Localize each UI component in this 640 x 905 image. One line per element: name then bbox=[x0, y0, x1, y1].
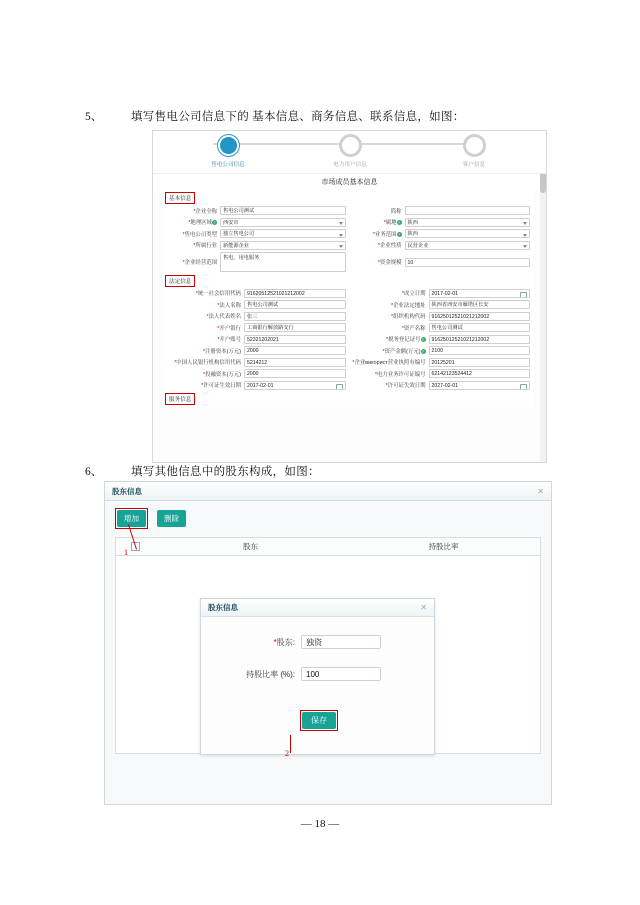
field-select[interactable]: 西安市 bbox=[220, 218, 346, 227]
field-label: *开户银行 bbox=[217, 325, 241, 332]
paragraph-6 bbox=[85, 463, 320, 479]
form-title: 市场成员基本信息 bbox=[153, 174, 546, 192]
field-input[interactable]: 售电公司测试 bbox=[244, 300, 346, 309]
annotation-1-label: 1 bbox=[124, 548, 128, 557]
step-label: 电力用户信息 bbox=[333, 162, 367, 168]
step-dot-icon bbox=[464, 135, 485, 156]
field-license-end[interactable] bbox=[350, 381, 535, 390]
form-row bbox=[165, 381, 534, 390]
field-select[interactable]: 新能源企业 bbox=[220, 241, 346, 250]
field-locality[interactable] bbox=[350, 218, 535, 227]
field-label: 持股比率 (%): bbox=[246, 669, 295, 679]
field-label: *售电公司类型 bbox=[182, 231, 217, 238]
field-pboc-code[interactable] bbox=[165, 358, 350, 367]
modal-title: 股东信息 bbox=[208, 603, 238, 612]
form-row bbox=[165, 206, 534, 215]
form-row bbox=[165, 300, 534, 309]
step-indicator bbox=[153, 131, 546, 174]
field-label: *电力业务许可证编号 bbox=[374, 371, 426, 378]
form-row bbox=[165, 346, 534, 355]
field-business-scope[interactable] bbox=[350, 229, 535, 238]
field-bank-account[interactable] bbox=[165, 335, 350, 344]
field-input[interactable]: 陕西省西安市雁塔区长安 bbox=[429, 300, 531, 309]
field-label: *许可证失效日期 bbox=[385, 383, 426, 389]
field-license-start[interactable] bbox=[165, 381, 350, 390]
field-asset-name[interactable] bbox=[350, 323, 535, 332]
step-dot-icon bbox=[340, 135, 361, 156]
column-shareholder: 股东 bbox=[243, 542, 258, 551]
step-seller-info[interactable] bbox=[183, 135, 273, 168]
help-icon: ? bbox=[397, 231, 401, 237]
field-label: *业务范围? bbox=[372, 231, 401, 238]
form-body bbox=[165, 192, 534, 407]
field-label: *企业法定地址 bbox=[391, 302, 426, 309]
help-icon: ? bbox=[213, 220, 216, 226]
field-label: *地理区域? bbox=[188, 220, 216, 226]
form-screenshot bbox=[152, 130, 547, 463]
field-input[interactable]: 2100 bbox=[429, 346, 531, 355]
add-button[interactable]: 增加 bbox=[117, 510, 146, 527]
close-icon[interactable]: ✕ bbox=[420, 603, 427, 612]
field-label: *企业经营范围 bbox=[182, 260, 217, 266]
field-select[interactable]: 独立售电公司 bbox=[220, 229, 346, 238]
paragraph-5 bbox=[85, 108, 465, 124]
modal-field-shareholder bbox=[201, 635, 434, 649]
save-button-highlight bbox=[300, 710, 338, 731]
field-select[interactable]: 陕西 bbox=[405, 218, 531, 227]
field-credit-code[interactable] bbox=[165, 289, 350, 298]
field-label: *注册资本(万元) bbox=[202, 348, 241, 355]
form-scrollbar[interactable] bbox=[540, 131, 546, 462]
field-date[interactable]: 2017-02-01 bbox=[244, 381, 346, 390]
step-label: 客户信息 bbox=[462, 162, 486, 168]
shareholder-edit-modal bbox=[200, 598, 435, 755]
form-row bbox=[165, 335, 534, 344]
field-short-name[interactable] bbox=[350, 206, 535, 215]
table-header-row bbox=[116, 538, 540, 556]
help-icon: ? bbox=[397, 220, 401, 226]
field-label: *中国人民银行机构信用代码 bbox=[174, 360, 241, 366]
field-capital-scale[interactable] bbox=[350, 252, 535, 272]
step-customer-info[interactable] bbox=[429, 135, 519, 168]
field-label: *股东: bbox=[273, 637, 295, 647]
form-row bbox=[165, 289, 534, 298]
field-label: *属地? bbox=[383, 220, 401, 226]
close-icon[interactable]: ✕ bbox=[537, 486, 544, 496]
field-input[interactable]: 91620512521021212002 bbox=[244, 289, 346, 298]
field-input[interactable] bbox=[405, 206, 531, 215]
field-paid-capital[interactable] bbox=[165, 369, 350, 378]
form-row bbox=[165, 229, 534, 238]
section-tag-legal: 法定信息 bbox=[165, 275, 195, 287]
help-icon: ? bbox=[421, 337, 425, 343]
field-company-type[interactable] bbox=[165, 229, 350, 238]
field-label: *企业використ营业执照有编号 bbox=[352, 360, 426, 366]
field-input[interactable]: 91625012521021212002 bbox=[429, 312, 531, 321]
paragraph-6-number: 6、 bbox=[85, 466, 103, 478]
field-label: *开户账号 bbox=[217, 337, 241, 343]
field-registered-capital[interactable] bbox=[165, 346, 350, 355]
field-date[interactable]: 2017-02-01 bbox=[429, 289, 531, 298]
field-legal-address[interactable] bbox=[350, 300, 535, 309]
paragraph-5-number: 5、 bbox=[85, 111, 103, 123]
field-tax-registration[interactable] bbox=[350, 335, 535, 344]
field-label: *企业性质 bbox=[377, 243, 402, 249]
field-input[interactable]: 张三 bbox=[244, 312, 346, 321]
column-share-ratio: 持股比率 bbox=[428, 542, 459, 551]
save-button[interactable]: 保存 bbox=[302, 712, 336, 729]
field-input[interactable]: 10 bbox=[405, 258, 531, 267]
form-row bbox=[165, 369, 534, 378]
modal-header bbox=[201, 599, 434, 617]
field-input[interactable]: 售电公司测试 bbox=[220, 206, 346, 215]
field-input[interactable]: 52321202021 bbox=[244, 335, 346, 344]
help-icon: ? bbox=[421, 348, 425, 354]
delete-button[interactable]: 删除 bbox=[157, 510, 186, 527]
paragraph-6-text: 填写其他信息中的股东构成，如图： bbox=[131, 466, 320, 478]
field-input[interactable]: 2000 bbox=[244, 346, 346, 355]
form-row bbox=[165, 252, 534, 272]
field-label: *税务登记证号? bbox=[386, 337, 425, 343]
field-input[interactable]: 工商银行解放路支行 bbox=[244, 323, 346, 332]
ratio-input[interactable]: 100 bbox=[301, 667, 381, 681]
field-label: *企业全称 bbox=[193, 208, 217, 215]
field-select[interactable]: 民营企业 bbox=[405, 241, 531, 250]
field-textarea[interactable]: 售电、用电服务 bbox=[220, 252, 346, 272]
field-date[interactable]: 2027-02-01 bbox=[429, 381, 531, 390]
field-input[interactable]: 2000 bbox=[244, 369, 346, 378]
field-label: *统一社会信用代码 bbox=[195, 291, 241, 297]
field-industry[interactable] bbox=[165, 241, 350, 250]
field-input[interactable]: 售电公司测试 bbox=[429, 323, 531, 332]
field-region[interactable] bbox=[165, 218, 350, 227]
field-label: *资金规模 bbox=[377, 260, 402, 266]
dialog-title: 股东信息 bbox=[112, 486, 142, 496]
step-user-info[interactable] bbox=[305, 135, 395, 168]
page-footer: — 18 — bbox=[300, 818, 340, 830]
field-label: 简称 bbox=[390, 208, 402, 215]
field-label: *组织机构代码 bbox=[391, 314, 426, 320]
field-label: *投融资本(万元) bbox=[202, 371, 241, 378]
field-input[interactable]: 62142123524412 bbox=[429, 369, 531, 378]
field-company-name[interactable] bbox=[165, 206, 350, 215]
dialog-header bbox=[105, 482, 551, 501]
dialog-toolbar bbox=[105, 501, 551, 533]
field-label: *资产名称 bbox=[401, 325, 426, 332]
annotation-2-line bbox=[290, 735, 291, 753]
modal-field-ratio bbox=[201, 667, 434, 681]
annotation-2-label: 2 bbox=[285, 749, 289, 758]
form-row bbox=[165, 323, 534, 332]
field-label: *法人代表姓名 bbox=[206, 314, 241, 320]
add-button-highlight bbox=[115, 508, 148, 529]
field-label: *成立日期 bbox=[401, 291, 426, 297]
shareholder-input[interactable]: 独资 bbox=[301, 635, 381, 649]
field-legal-person[interactable] bbox=[165, 312, 350, 321]
step-dot-icon bbox=[218, 135, 239, 156]
paragraph-5-text: 填写售电公司信息下的 基本信息、商务信息、联系信息，如图： bbox=[131, 111, 465, 123]
field-establish-date[interactable] bbox=[350, 289, 535, 298]
form-row bbox=[165, 312, 534, 321]
field-label: *法人名称 bbox=[217, 302, 241, 309]
field-label: *许可证生效日期 bbox=[201, 383, 241, 389]
field-legal-name[interactable] bbox=[165, 300, 350, 309]
field-label: *资产金额(万元)? bbox=[382, 348, 425, 355]
form-row bbox=[165, 218, 534, 227]
form-row bbox=[165, 358, 534, 367]
field-input[interactable]: 91625012521021212002 bbox=[429, 335, 531, 344]
field-power-license[interactable] bbox=[350, 369, 535, 378]
field-input[interactable]: 20125201 bbox=[429, 358, 531, 367]
form-row bbox=[165, 241, 534, 250]
field-license-number[interactable] bbox=[350, 358, 535, 367]
field-bank[interactable] bbox=[165, 323, 350, 332]
field-select[interactable]: 陕西 bbox=[405, 229, 531, 238]
field-label: *所属行业 bbox=[193, 243, 217, 249]
section-tag-service: 服务信息 bbox=[165, 393, 195, 405]
field-company-nature[interactable] bbox=[350, 241, 535, 250]
section-tag-basic: 基本信息 bbox=[165, 192, 195, 204]
field-input[interactable]: 5214212 bbox=[244, 358, 346, 367]
field-business-range[interactable] bbox=[165, 252, 350, 272]
field-asset-amount[interactable] bbox=[350, 346, 535, 355]
step-label: 售电公司信息 bbox=[211, 162, 245, 168]
field-org-code[interactable] bbox=[350, 312, 535, 321]
